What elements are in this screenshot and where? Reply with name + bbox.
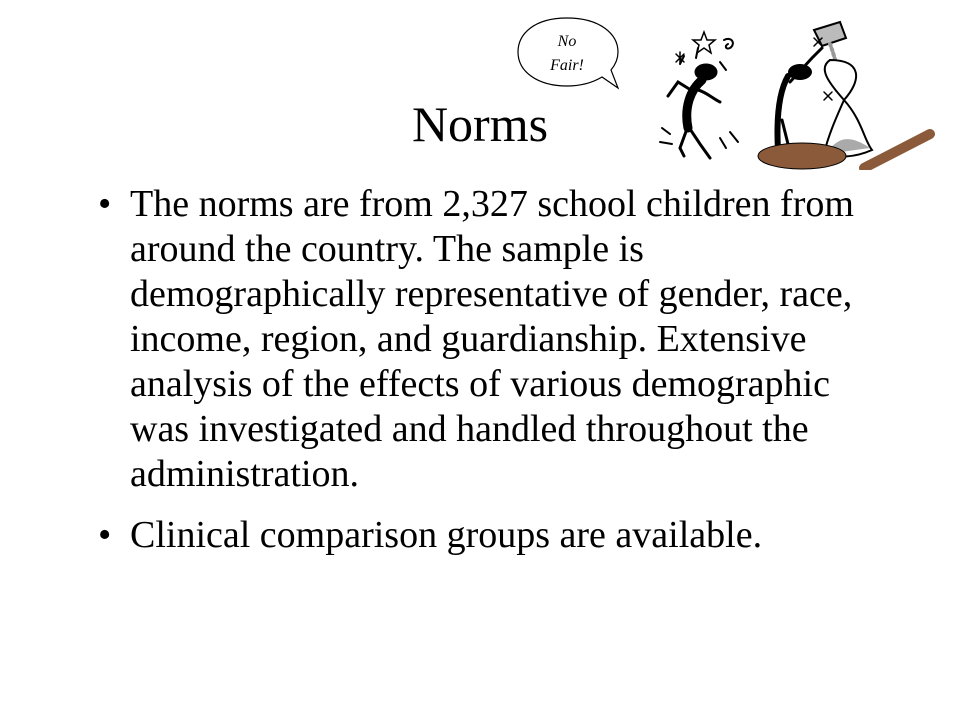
slide-title: Norms: [411, 96, 549, 152]
bullet-item: [98, 513, 888, 558]
speech-bubble-line2: Fair!: [550, 57, 584, 74]
bullet-glyph: •: [98, 514, 112, 556]
speech-bubble-line1: No: [557, 33, 577, 50]
speech-bubble-text: [520, 30, 614, 78]
bullet-glyph: •: [98, 183, 112, 225]
bullet-text-clinical: Clinical comparison groups are available.: [130, 514, 763, 556]
bullet-list: [98, 182, 888, 574]
bullet-text-norms: The norms are from 2,327 school children from around the country. The sample is demographically representative of gender, race, income, region, and guardianship. Extensive analysis of the effects of various demographic was investigated and handled throughout the administration.: [130, 183, 854, 495]
bullet-item: [98, 182, 888, 497]
